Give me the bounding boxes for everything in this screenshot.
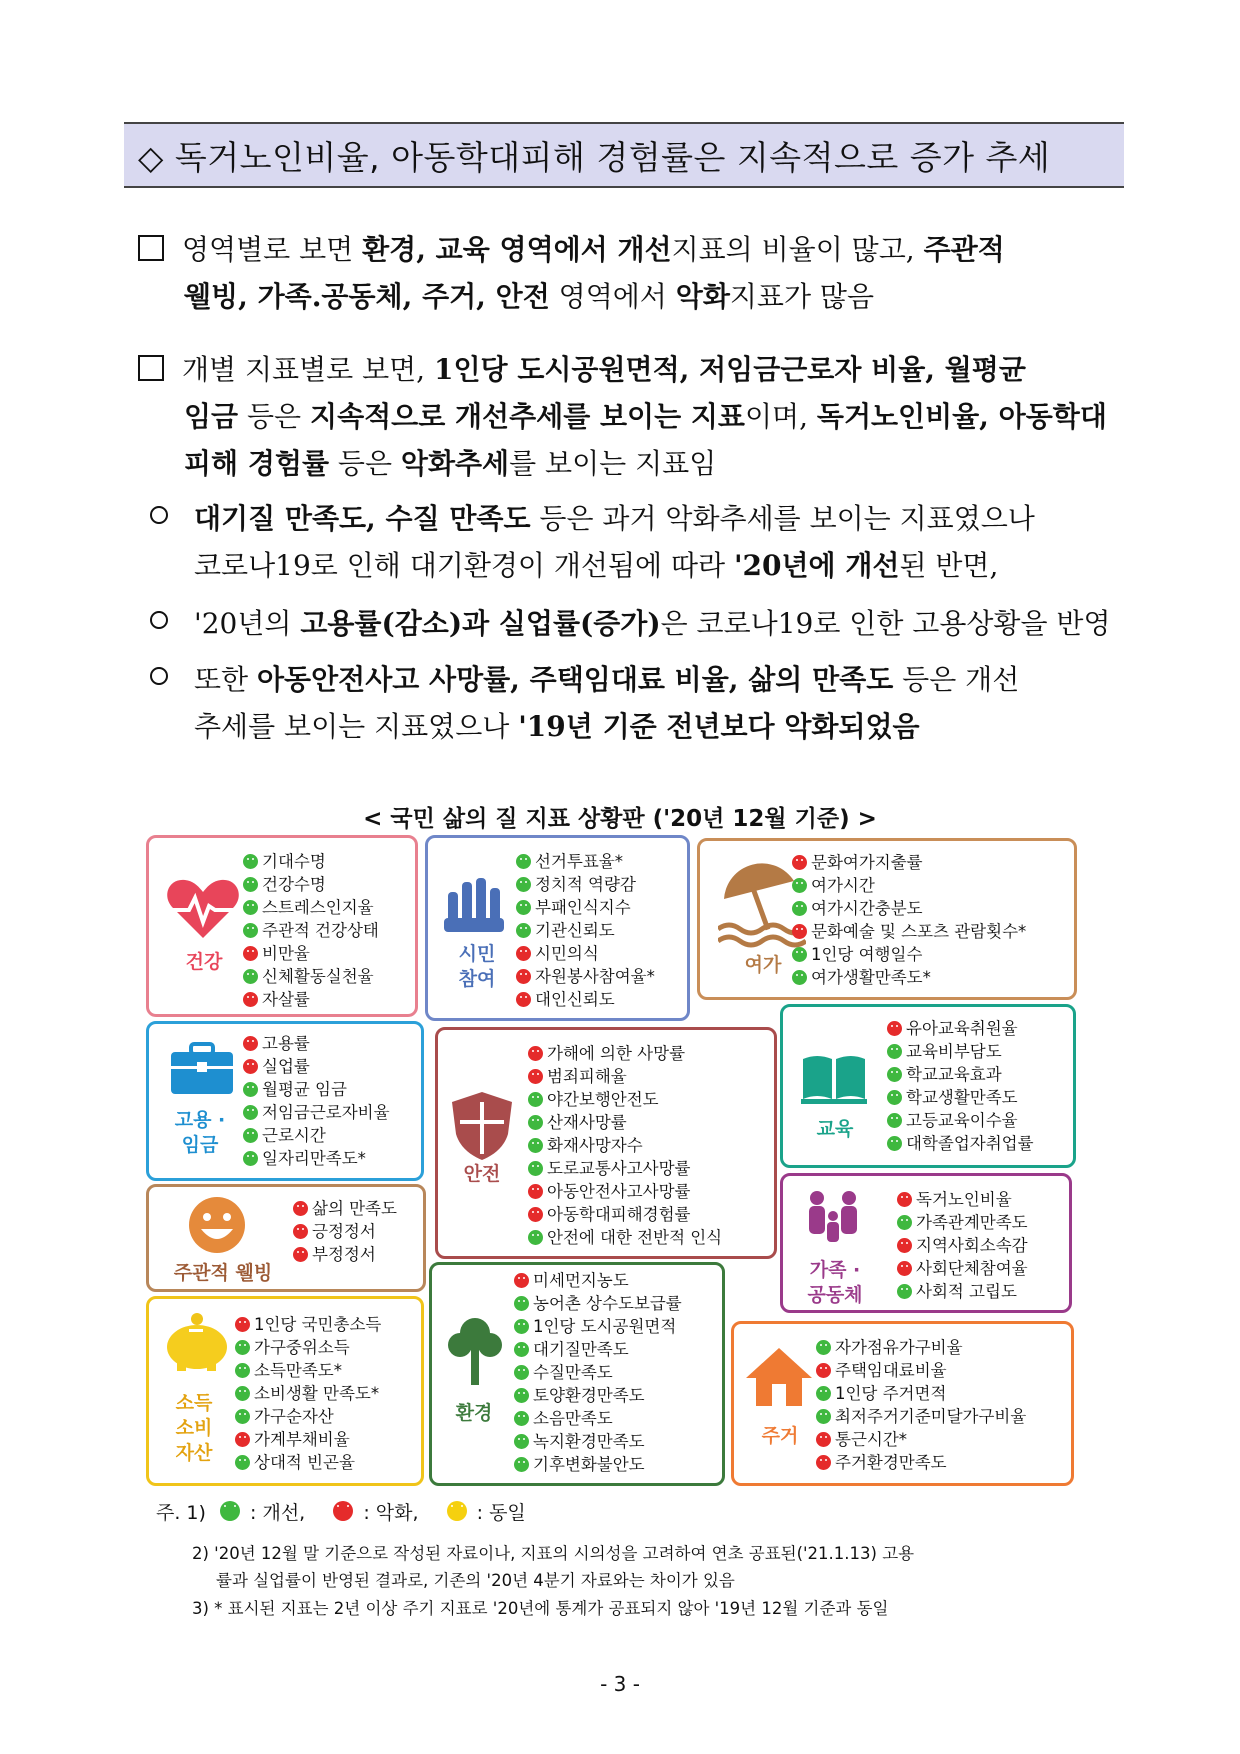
civic-box bbox=[425, 835, 690, 1021]
good-face-icon bbox=[516, 854, 531, 869]
indicator-item bbox=[528, 1088, 722, 1111]
indicator-label: 아동학대피해경험률 bbox=[547, 1205, 691, 1224]
bullet-1: 대기질 만족도, 수질 만족도 등은 과거 악화추세를 보이는 지표였으나 코로나19로 인해 대기환경이 개선됨에 따라 '20년에 개선된 반면, bbox=[150, 495, 1118, 589]
section-header bbox=[124, 122, 1124, 188]
square-bullet-icon bbox=[138, 355, 164, 381]
indicator-label: 토양환경만족도 bbox=[533, 1386, 645, 1405]
bullet-2: '20년의 고용률(감소)과 실업률(증가)은 코로나19로 인한 고용상황을 반영 bbox=[150, 600, 1118, 647]
good-face-icon bbox=[235, 1340, 250, 1355]
indicator-label: 일자리만족도* bbox=[262, 1149, 366, 1168]
edu-label: 교육 bbox=[816, 1118, 854, 1140]
good-face-icon bbox=[897, 1284, 912, 1299]
indicator-item bbox=[293, 1197, 397, 1220]
bad-face-icon bbox=[816, 1432, 831, 1447]
indicator-label: 녹지환경만족도 bbox=[533, 1432, 645, 1451]
bullet-3: 또한 아동안전사고 사망률, 주택임대료 비율, 삶의 만족도 등은 개선 추세를 보이는 지표였으나 '19년 기준 전년보다 악화되었음 bbox=[150, 656, 1118, 750]
page-number: - 3 - bbox=[600, 1672, 640, 1696]
wellbeing-box bbox=[146, 1184, 426, 1292]
indicator-item bbox=[528, 1134, 722, 1157]
indicator-label: 범죄피해율 bbox=[547, 1067, 627, 1086]
indicator-item bbox=[235, 1451, 381, 1474]
indicator-item bbox=[293, 1243, 397, 1266]
env-label: 환경 bbox=[455, 1402, 493, 1424]
good-face-icon bbox=[516, 923, 531, 938]
leisure-items bbox=[792, 851, 1026, 989]
indicator-item bbox=[887, 1017, 1034, 1040]
good-face-icon bbox=[235, 1386, 250, 1401]
indicator-item bbox=[514, 1315, 682, 1338]
good-face-icon bbox=[514, 1296, 529, 1311]
good-face-icon bbox=[528, 1092, 543, 1107]
indicator-item bbox=[897, 1257, 1028, 1280]
indicator-label: 문화예술 및 스포츠 관람횟수* bbox=[811, 922, 1027, 941]
civic-label: 시민 참여 bbox=[458, 943, 496, 990]
family-label: 가족 · 공동체 bbox=[807, 1259, 863, 1306]
indicator-item bbox=[816, 1451, 1026, 1474]
indicator-label: 1인당 도시공원면적 bbox=[533, 1317, 677, 1336]
indicator-label: 여가시간충분도 bbox=[811, 899, 923, 918]
good-face-icon bbox=[816, 1409, 831, 1424]
indicator-item bbox=[243, 919, 379, 942]
indicator-label: 시민의식 bbox=[535, 944, 599, 963]
edu-box bbox=[780, 1004, 1076, 1168]
indicator-label: 가계부채비율 bbox=[254, 1430, 350, 1449]
indicator-label: 가족관계만족도 bbox=[916, 1213, 1028, 1232]
indicator-item bbox=[816, 1382, 1026, 1405]
indicator-label: 부패인식지수 bbox=[535, 898, 631, 917]
good-face-icon bbox=[235, 1409, 250, 1424]
bad-face-icon bbox=[816, 1455, 831, 1470]
bad-face-icon bbox=[897, 1238, 912, 1253]
indicator-item bbox=[816, 1359, 1026, 1382]
indicator-label: 아동안전사고사망률 bbox=[547, 1182, 691, 1201]
housing-label: 주거 bbox=[761, 1425, 799, 1447]
income-box bbox=[146, 1296, 424, 1486]
leisure-label: 여가 bbox=[744, 954, 782, 976]
indicator-label: 저임금근로자비율 bbox=[262, 1103, 390, 1122]
good-face-icon bbox=[887, 1136, 902, 1151]
good-face-icon bbox=[792, 878, 807, 893]
good-face-icon bbox=[243, 923, 258, 938]
indicator-label: 긍정정서 bbox=[312, 1222, 376, 1241]
bad-face-icon bbox=[528, 1069, 543, 1084]
indicator-item bbox=[897, 1188, 1028, 1211]
good-face-icon bbox=[514, 1434, 529, 1449]
bad-face-icon bbox=[516, 946, 531, 961]
indicator-label: 통근시간* bbox=[835, 1430, 908, 1449]
indicator-label: 가해에 의한 사망률 bbox=[547, 1044, 686, 1063]
good-face-icon bbox=[514, 1365, 529, 1380]
indicator-label: 고용률 bbox=[262, 1034, 310, 1053]
bad-face-icon bbox=[514, 1273, 529, 1288]
bad-face-icon bbox=[243, 1036, 258, 1051]
bad-face-icon bbox=[792, 855, 807, 870]
indicator-item bbox=[514, 1430, 682, 1453]
safety-items bbox=[528, 1042, 722, 1249]
indicator-item bbox=[243, 873, 379, 896]
indicator-label: 정치적 역량감 bbox=[535, 875, 636, 894]
good-face-icon bbox=[514, 1411, 529, 1426]
indicator-label: 지역사회소속감 bbox=[916, 1236, 1028, 1255]
safety-box bbox=[435, 1027, 777, 1259]
house-icon bbox=[744, 1346, 814, 1412]
good-face-icon bbox=[514, 1319, 529, 1334]
good-face-icon bbox=[887, 1113, 902, 1128]
indicator-item bbox=[514, 1384, 682, 1407]
indicator-label: 학교교육효과 bbox=[906, 1065, 1002, 1084]
indicator-label: 사회적 고립도 bbox=[916, 1282, 1017, 1301]
heart-icon bbox=[165, 878, 241, 944]
indicator-item bbox=[516, 896, 655, 919]
bad-face-icon bbox=[528, 1184, 543, 1199]
indicator-item bbox=[887, 1063, 1034, 1086]
indicator-item bbox=[528, 1065, 722, 1088]
indicator-item bbox=[243, 1078, 390, 1101]
indicator-label: 소비생활 만족도* bbox=[254, 1384, 380, 1403]
wellbeing-items bbox=[293, 1197, 397, 1266]
civic-items bbox=[516, 850, 655, 1011]
bad-face-icon bbox=[235, 1432, 250, 1447]
indicator-item bbox=[243, 965, 379, 988]
indicator-item bbox=[243, 1124, 390, 1147]
indicator-item bbox=[887, 1040, 1034, 1063]
family-icon bbox=[803, 1190, 863, 1252]
indicator-label: 주택임대료비율 bbox=[835, 1361, 947, 1380]
indicator-label: 소득만족도* bbox=[254, 1361, 342, 1380]
indicator-label: 1인당 여행일수 bbox=[811, 945, 923, 964]
indicator-item bbox=[528, 1180, 722, 1203]
env-box bbox=[429, 1262, 725, 1486]
safety-label: 안전 bbox=[463, 1163, 501, 1185]
bad-face-icon bbox=[235, 1317, 250, 1332]
income-label: 소득 소비 자산 bbox=[175, 1392, 213, 1464]
good-face-icon bbox=[816, 1340, 831, 1355]
bad-face-icon bbox=[333, 1501, 353, 1521]
wellbeing-label: 주관적 웰빙 bbox=[173, 1262, 273, 1284]
indicator-label: 고등교육이수율 bbox=[906, 1111, 1018, 1130]
indicator-item bbox=[516, 850, 655, 873]
good-face-icon bbox=[243, 1151, 258, 1166]
open-book-icon bbox=[801, 1051, 867, 1109]
good-face-icon bbox=[528, 1115, 543, 1130]
indicator-label: 신체활동실천율 bbox=[262, 967, 374, 986]
indicator-label: 소음만족도 bbox=[533, 1409, 613, 1428]
good-face-icon bbox=[514, 1457, 529, 1472]
indicator-item bbox=[514, 1361, 682, 1384]
bad-face-icon bbox=[243, 992, 258, 1007]
bad-face-icon bbox=[516, 969, 531, 984]
indicator-item bbox=[792, 874, 1026, 897]
good-face-icon bbox=[528, 1161, 543, 1176]
indicator-item bbox=[243, 850, 379, 873]
good-face-icon bbox=[235, 1455, 250, 1470]
indicator-label: 대인신뢰도 bbox=[535, 990, 615, 1009]
good-face-icon bbox=[243, 969, 258, 984]
indicator-label: 독거노인비율 bbox=[916, 1190, 1012, 1209]
indicator-label: 부정정서 bbox=[312, 1245, 376, 1264]
square-bullet-icon bbox=[138, 235, 164, 261]
good-face-icon bbox=[514, 1342, 529, 1357]
paragraph-1: 영역별로 보면 환경, 교육 영역에서 개선지표의 비율이 많고, 주관적 웰빙, 가족.공동체, 주거, 안전 영역에서 악화지표가 많음 bbox=[138, 226, 1118, 320]
indicator-label: 주거환경만족도 bbox=[835, 1453, 947, 1472]
employ-box bbox=[146, 1021, 424, 1181]
indicator-label: 여가시간 bbox=[811, 876, 875, 895]
same-face-icon bbox=[447, 1501, 467, 1521]
section-header-title: ◇ 독거노인비율, 아동학대피해 경험률은 지속적으로 증가 추세 bbox=[138, 138, 1051, 177]
good-face-icon bbox=[887, 1067, 902, 1082]
health-items bbox=[243, 850, 379, 1011]
indicator-label: 야간보행안전도 bbox=[547, 1090, 659, 1109]
indicator-item bbox=[528, 1157, 722, 1180]
tree-icon bbox=[446, 1315, 504, 1391]
indicator-item bbox=[516, 942, 655, 965]
indicator-label: 월평균 임금 bbox=[262, 1080, 347, 1099]
good-face-icon bbox=[514, 1388, 529, 1403]
employ-items bbox=[243, 1032, 390, 1170]
bad-face-icon bbox=[293, 1201, 308, 1216]
indicator-label: 가구순자산 bbox=[254, 1407, 334, 1426]
indicator-item bbox=[293, 1220, 397, 1243]
bad-face-icon bbox=[887, 1021, 902, 1036]
health-box bbox=[146, 835, 418, 1017]
circle-bullet-icon bbox=[150, 667, 168, 685]
indicator-item bbox=[887, 1086, 1034, 1109]
indicator-item bbox=[816, 1428, 1026, 1451]
indicator-item bbox=[235, 1428, 381, 1451]
paragraph-2: 개별 지표별로 보면, 1인당 도시공원면적, 저임금근로자 비율, 월평균 임금 등은 지속적으로 개선추세를 보이는 지표이며, 독거노인비율, 아동학대 피해 경험률 등은 악화추세를 보이는 지표임 bbox=[138, 346, 1118, 487]
good-face-icon bbox=[887, 1044, 902, 1059]
smiley-face-icon bbox=[187, 1195, 247, 1259]
indicator-item bbox=[792, 920, 1026, 943]
env-items bbox=[514, 1269, 682, 1476]
indicator-label: 유아교육취원율 bbox=[906, 1019, 1018, 1038]
bad-face-icon bbox=[293, 1247, 308, 1262]
good-face-icon bbox=[528, 1138, 543, 1153]
indicator-label: 1인당 주거면적 bbox=[835, 1384, 947, 1403]
indicator-label: 기관신뢰도 bbox=[535, 921, 615, 940]
indicator-item bbox=[528, 1042, 722, 1065]
indicator-label: 화재사망자수 bbox=[547, 1136, 643, 1155]
note-2a: 2) '20년 12월 말 기준으로 작성된 자료이나, 지표의 시의성을 고려하여 연초 공표된('21.1.13) 고용 bbox=[192, 1544, 915, 1563]
good-face-icon bbox=[243, 1105, 258, 1120]
indicator-item bbox=[514, 1407, 682, 1430]
bad-face-icon bbox=[816, 1363, 831, 1378]
bad-face-icon bbox=[897, 1261, 912, 1276]
edu-items bbox=[887, 1017, 1034, 1155]
indicator-label: 학교생활만족도 bbox=[906, 1088, 1018, 1107]
indicator-label: 교육비부담도 bbox=[906, 1042, 1002, 1061]
indicator-label: 근로시간 bbox=[262, 1126, 326, 1145]
circle-bullet-icon bbox=[150, 506, 168, 524]
bad-face-icon bbox=[792, 924, 807, 939]
good-face-icon bbox=[516, 877, 531, 892]
indicator-item bbox=[887, 1132, 1034, 1155]
housing-items bbox=[816, 1336, 1026, 1474]
bad-face-icon bbox=[243, 946, 258, 961]
indicator-item bbox=[528, 1226, 722, 1249]
note-2b: 률과 실업률이 반영된 결과로, 기존의 '20년 4분기 자료와는 차이가 있음 bbox=[216, 1571, 735, 1590]
good-face-icon bbox=[887, 1090, 902, 1105]
good-face-icon bbox=[792, 901, 807, 916]
good-face-icon bbox=[897, 1215, 912, 1230]
indicator-label: 비만율 bbox=[262, 944, 310, 963]
indicator-item bbox=[516, 919, 655, 942]
indicator-label: 농어촌 상수도보급률 bbox=[533, 1294, 682, 1313]
indicator-item bbox=[243, 1032, 390, 1055]
indicator-label: 자원봉사참여율* bbox=[535, 967, 655, 986]
indicator-item bbox=[235, 1359, 381, 1382]
family-items bbox=[897, 1188, 1028, 1303]
good-face-icon bbox=[516, 900, 531, 915]
good-face-icon bbox=[816, 1386, 831, 1401]
indicator-item bbox=[235, 1405, 381, 1428]
indicator-item bbox=[816, 1405, 1026, 1428]
indicator-label: 1인당 국민총소득 bbox=[254, 1315, 382, 1334]
indicator-item bbox=[235, 1382, 381, 1405]
indicator-label: 기대수명 bbox=[262, 852, 326, 871]
indicator-label: 자살률 bbox=[262, 990, 310, 1009]
indicator-item bbox=[897, 1211, 1028, 1234]
good-face-icon bbox=[220, 1501, 240, 1521]
indicator-label: 수질만족도 bbox=[533, 1363, 613, 1382]
indicator-label: 스트레스인지율 bbox=[262, 898, 374, 917]
indicator-item bbox=[243, 1147, 390, 1170]
good-face-icon bbox=[243, 877, 258, 892]
indicator-label: 안전에 대한 전반적 인식 bbox=[547, 1228, 723, 1247]
indicator-item bbox=[516, 965, 655, 988]
indicator-label: 도로교통사고사망률 bbox=[547, 1159, 691, 1178]
indicator-item bbox=[792, 897, 1026, 920]
indicator-item bbox=[243, 896, 379, 919]
indicator-item bbox=[897, 1280, 1028, 1303]
good-face-icon bbox=[243, 900, 258, 915]
bad-face-icon bbox=[528, 1046, 543, 1061]
indicator-item bbox=[516, 873, 655, 896]
indicator-label: 주관적 건강상태 bbox=[262, 921, 379, 940]
good-face-icon bbox=[792, 970, 807, 985]
good-face-icon bbox=[243, 1128, 258, 1143]
indicator-label: 상대적 빈곤율 bbox=[254, 1453, 355, 1472]
indicator-item bbox=[516, 988, 655, 1011]
indicator-item bbox=[243, 988, 379, 1011]
indicator-item bbox=[235, 1313, 381, 1336]
bad-face-icon bbox=[243, 1059, 258, 1074]
indicator-label: 사회단체참여율 bbox=[916, 1259, 1028, 1278]
family-box bbox=[780, 1173, 1072, 1313]
circle-bullet-icon bbox=[150, 611, 168, 629]
indicator-item bbox=[243, 1101, 390, 1124]
good-face-icon bbox=[528, 1230, 543, 1245]
indicator-item bbox=[816, 1336, 1026, 1359]
indicator-label: 기후변화불안도 bbox=[533, 1455, 645, 1474]
leisure-box bbox=[697, 838, 1077, 1000]
health-label: 건강 bbox=[185, 951, 223, 973]
indicator-item bbox=[528, 1111, 722, 1134]
indicator-item bbox=[887, 1109, 1034, 1132]
indicator-item bbox=[897, 1234, 1028, 1257]
indicator-item bbox=[792, 851, 1026, 874]
indicator-item bbox=[514, 1269, 682, 1292]
bad-face-icon bbox=[516, 992, 531, 1007]
legend-note: 주. 1) : 개선, : 악화, : 동일 bbox=[156, 1502, 526, 1524]
indicator-label: 문화여가지출률 bbox=[811, 853, 923, 872]
indicator-label: 자가점유가구비율 bbox=[835, 1338, 963, 1357]
indicator-label: 삶의 만족도 bbox=[312, 1199, 397, 1218]
raised-hands-icon bbox=[444, 874, 508, 938]
bad-face-icon bbox=[528, 1207, 543, 1222]
indicator-label: 미세먼지농도 bbox=[533, 1271, 629, 1290]
indicator-item bbox=[514, 1453, 682, 1476]
indicator-item bbox=[514, 1338, 682, 1361]
bad-face-icon bbox=[897, 1192, 912, 1207]
indicator-label: 대기질만족도 bbox=[533, 1340, 629, 1359]
employ-label: 고용 · 임금 bbox=[174, 1109, 226, 1156]
indicator-label: 대학졸업자취업률 bbox=[906, 1134, 1034, 1153]
indicator-label: 선거투표율* bbox=[535, 852, 623, 871]
indicator-item bbox=[528, 1203, 722, 1226]
bad-face-icon bbox=[293, 1224, 308, 1239]
indicator-item bbox=[514, 1292, 682, 1315]
shield-icon bbox=[450, 1090, 514, 1166]
indicator-label: 실업률 bbox=[262, 1057, 310, 1076]
dashboard-title: < 국민 삶의 질 지표 상황판 ('20년 12월 기준) > bbox=[363, 806, 877, 832]
indicator-label: 건강수명 bbox=[262, 875, 326, 894]
good-face-icon bbox=[235, 1363, 250, 1378]
housing-box bbox=[731, 1321, 1074, 1486]
indicator-label: 산재사망률 bbox=[547, 1113, 627, 1132]
good-face-icon bbox=[792, 947, 807, 962]
note-3: 3) * 표시된 지표는 2년 이상 주기 지표로 '20년에 통계가 공표되지 않아 '19년 12월 기준과 동일 bbox=[192, 1599, 889, 1618]
indicator-label: 가구중위소득 bbox=[254, 1338, 350, 1357]
good-face-icon bbox=[243, 1082, 258, 1097]
indicator-label: 최저주거기준미달가구비율 bbox=[835, 1407, 1027, 1426]
indicator-item bbox=[792, 966, 1026, 989]
briefcase-icon bbox=[171, 1042, 233, 1100]
income-items bbox=[235, 1313, 381, 1474]
indicator-item bbox=[243, 942, 379, 965]
indicator-label: 여가생활만족도* bbox=[811, 968, 931, 987]
indicator-item bbox=[243, 1055, 390, 1078]
piggy-bank-icon bbox=[161, 1311, 233, 1377]
indicator-item bbox=[235, 1336, 381, 1359]
good-face-icon bbox=[243, 854, 258, 869]
indicator-item bbox=[792, 943, 1026, 966]
